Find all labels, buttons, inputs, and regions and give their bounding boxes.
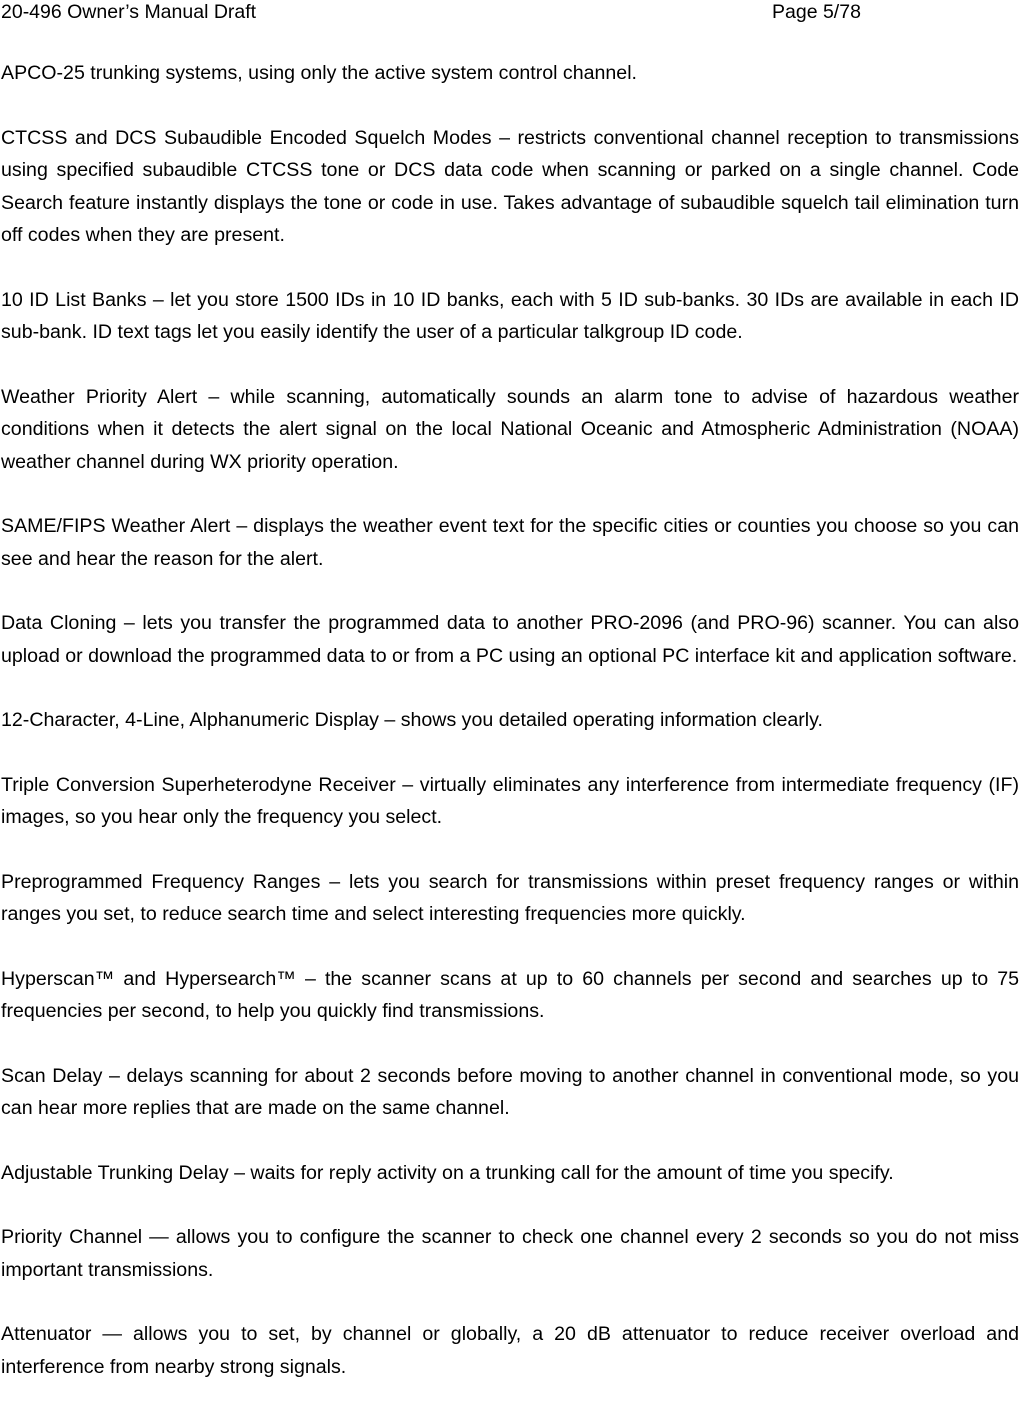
paragraph-apco25: APCO-25 trunking systems, using only the active system control channel. (1, 62, 637, 84)
page-header (0, 0, 1022, 24)
paragraph-ctcss-dcs: CTCSS and DCS Subaudible Encoded Squelch Modes – restricts conventional channel reception to transmissions using specified subaudible CTCSS tone or DCS data code when scanning or parked on a single channel. Code Search feature instantly displays the tone or code in use. Takes advantage of subaudible squelch tail elimination turn off codes when they are present. (1, 126, 1019, 246)
paragraph-id-list-banks: 10 ID List Banks – let you store 1500 IDs in 10 ID banks, each with 5 ID sub-banks. 30 IDs are available in each ID sub-bank. ID text tags let you easily identify the user of a particular talkgroup ID code. (1, 288, 1019, 343)
paragraph-priority-channel: Priority Channel — allows you to configure the scanner to check one channel every 2 seconds so you do not miss important transmissions. (1, 1226, 1019, 1281)
paragraph-display: 12-Character, 4-Line, Alphanumeric Display – shows you detailed operating information clearly. (1, 709, 823, 731)
paragraph-receiver: Triple Conversion Superheterodyne Receiver – virtually eliminates any interference from intermediate frequency (IF) images, so you hear only the frequency you select. (1, 773, 1019, 828)
feature-list (1, 57, 1019, 1383)
paragraph-frequency-ranges: Preprogrammed Frequency Ranges – lets you search for transmissions within preset frequency ranges or within ranges you set, to reduce search time and select interesting frequencies more quickly. (1, 870, 1019, 925)
paragraph-trunking-delay: Adjustable Trunking Delay – waits for reply activity on a trunking call for the amount of time you specify. (1, 1161, 894, 1184)
page-number: Page 5/78 (772, 1, 861, 23)
paragraph-data-cloning: Data Cloning – lets you transfer the programmed data to another PRO-2096 (and PRO-96) scanner. You can also upload or download the programmed data to or from a PC using an optional PC interface kit and application software. (1, 612, 1019, 667)
paragraph-attenuator: Attenuator — allows you to set, by channel or globally, a 20 dB attenuator to reduce receiver overload and interference from nearby strong signals. (1, 1323, 1019, 1378)
paragraph-scan-delay: Scan Delay – delays scanning for about 2 seconds before moving to another channel in conventional mode, so you can hear more replies that are made on the same channel. (1, 1064, 1019, 1119)
paragraph-weather-priority-alert: Weather Priority Alert – while scanning, automatically sounds an alarm tone to advise of hazardous weather conditions when it detects the alert signal on the local National Oceanic and Atmospheric Administration (NOAA) weather channel during WX priority operation. (1, 385, 1019, 473)
document-title: 20-496 Owner’s Manual Draft (1, 1, 257, 23)
paragraph-same-fips-alert: SAME/FIPS Weather Alert – displays the weather event text for the specific cities or counties you choose so you can see and hear the reason for the alert. (1, 515, 1019, 570)
paragraph-hyperscan: Hyperscan™ and Hypersearch™ – the scanner scans at up to 60 channels per second and searches up to 75 frequencies per second, to help you quickly find transmissions. (1, 967, 1019, 1022)
